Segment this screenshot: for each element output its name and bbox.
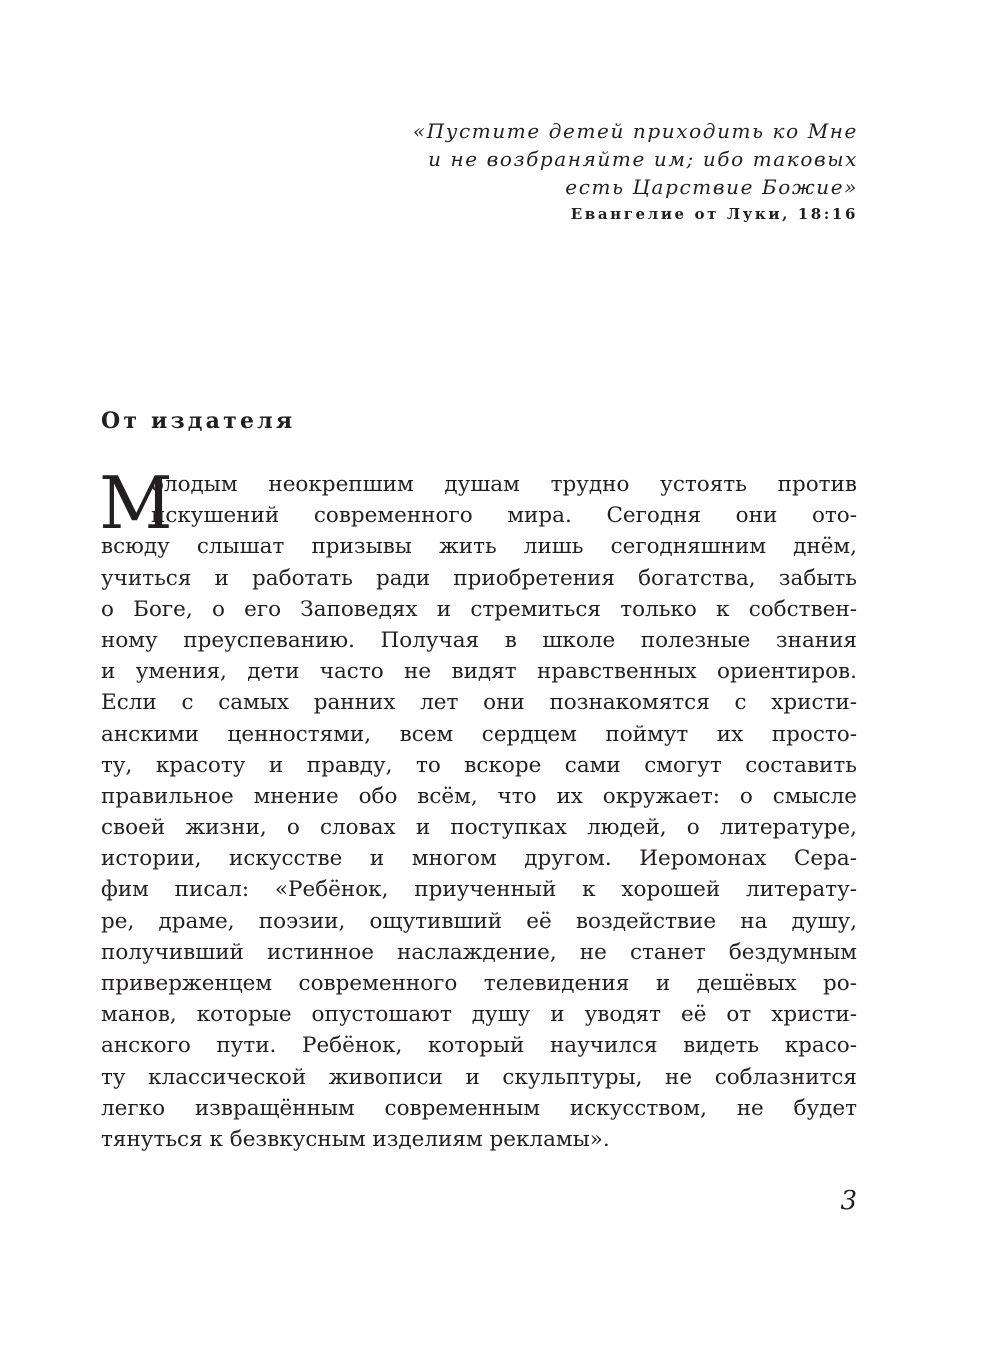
epigraph xyxy=(413,117,858,224)
text-line: о Боге, о его Заповедях и стремиться только к собствен- xyxy=(101,596,857,622)
text-line: ту классической живописи и скульптуры, не соблазнится xyxy=(101,1064,857,1090)
epigraph-line: «Пустите детей приходить ко Мне xyxy=(412,119,858,143)
text-line: правильное мнение обо всём, что их окружает: о смысле xyxy=(101,783,857,809)
text-line: всюду слышат призывы жить лишь сегодняшним днём, xyxy=(101,534,857,560)
epigraph-line: есть Царствие Божие» xyxy=(565,175,858,199)
text-line: истории, искусстве и многом другом. Иеромонах Сера- xyxy=(101,846,857,872)
text-line: ре, драме, поэзии, ощутивший её воздействие на душу, xyxy=(101,908,857,934)
text-line: получивший истинное наслаждение, не станет бездумным xyxy=(101,939,857,965)
text-line: приверженцем современного телевидения и дешёвых ро- xyxy=(101,971,857,996)
text-line: Если с самых ранних лет они познакомятся с христи- xyxy=(101,690,857,716)
text-line: фим писал: «Ребёнок, приученный к хорошей литерату- xyxy=(101,877,857,903)
text-line: легко извращённым современным искусством, не будет xyxy=(101,1095,857,1121)
page-number: 3 xyxy=(840,1186,857,1216)
text-line: ному преуспеванию. Получая в школе полезные знания xyxy=(101,627,857,653)
text-line: анскими ценностями, всем сердцем поймут их просто- xyxy=(101,721,857,747)
text-line: учиться и работать ради приобретения богатства, забыть xyxy=(101,565,857,591)
drop-cap: М xyxy=(99,471,173,533)
text-line: олодым неокрепшим душам трудно устоять против xyxy=(151,472,857,497)
text-line: своей жизни, о словах и поступках людей, о литературе, xyxy=(101,815,857,841)
body-paragraph xyxy=(101,469,857,1155)
text-line: тянуться к безвкусным изделиям рекламы». xyxy=(101,1126,610,1152)
epigraph-source: Евангелие от Луки, 18:16 xyxy=(570,205,858,223)
section-title: От издателя xyxy=(101,408,296,434)
text-line: и умения, дети часто не видят нравственных ориентиров. xyxy=(101,659,857,685)
text-line: ту, красоту и правду, то вскоре сами смогут составить xyxy=(101,752,857,778)
text-line: анского пути. Ребёнок, который научился видеть красо- xyxy=(101,1033,857,1059)
text-line: искушений современного мира. Сегодня они ото- xyxy=(151,503,857,529)
epigraph-line: и не возбраняйте им; ибо таковых xyxy=(428,147,858,171)
text-line: манов, которые опустошают душу и уводят её от христи- xyxy=(101,1002,857,1028)
